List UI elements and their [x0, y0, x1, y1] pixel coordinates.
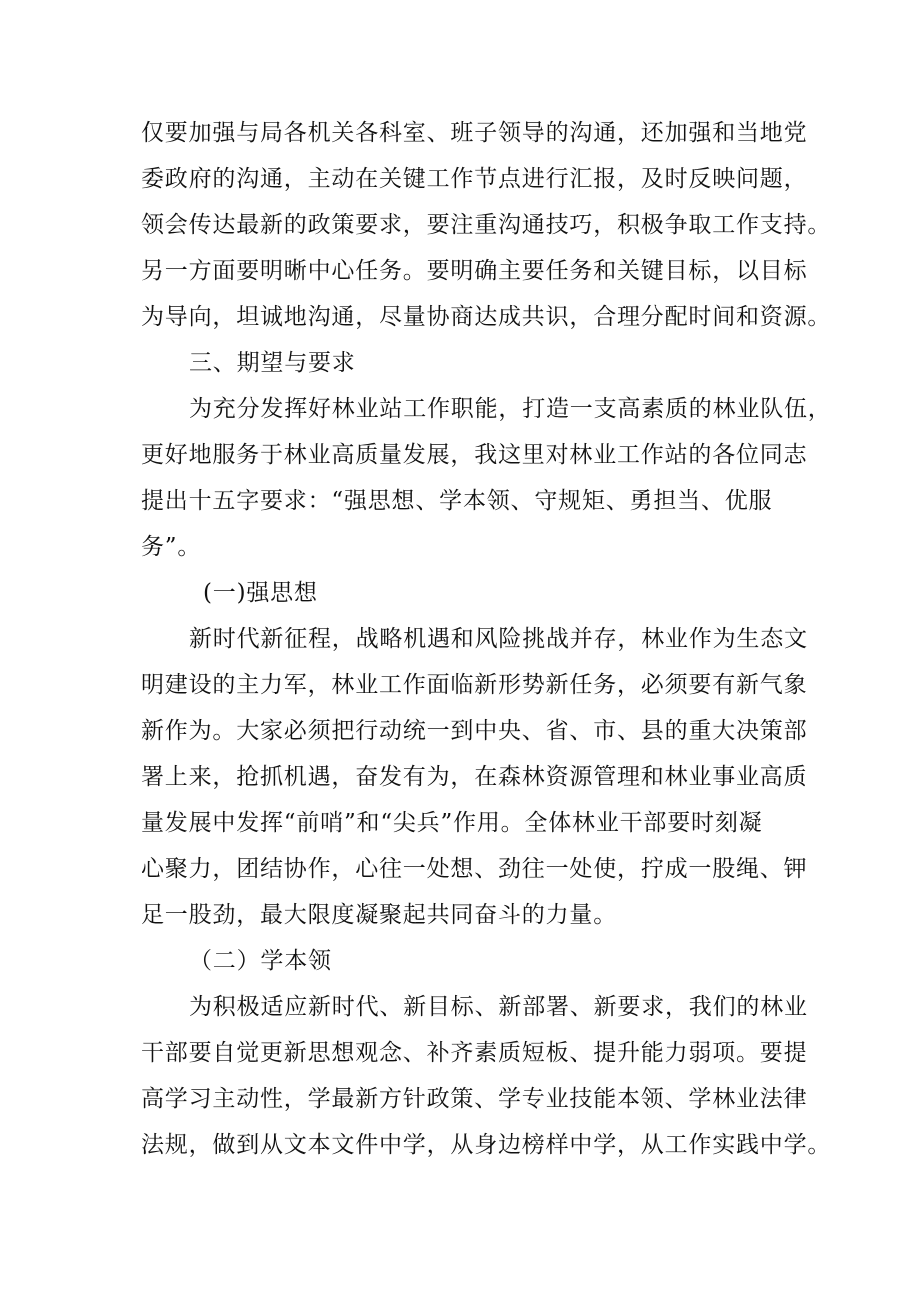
- subheading-strengthen-thinking: [141, 570, 791, 616]
- text-line: 高学习主动性，学最新方针政策、学专业技能本领、学林业法律: [141, 1086, 808, 1112]
- text-line: 为积极适应新时代、新目标、新部署、新要求，我们的林业: [189, 994, 808, 1020]
- text-line: 署上来，抢抓机遇，奋发有为，在森林资源管理和林业事业高质: [141, 764, 808, 790]
- section-heading-expectations: [141, 340, 791, 386]
- text-line: 新时代新征程，战略机遇和风险挑战并存，林业作为生态文: [189, 626, 808, 652]
- document-body: [141, 110, 832, 1168]
- text-line: 更好地服务于林业高质量发展，我这里对林业工作站的各位同志: [141, 442, 808, 468]
- text-line: 量发展中发挥“前哨”和“尖兵”作用。全体林业干部要时刻凝: [141, 810, 763, 836]
- text-line: 提出十五字要求：“强思想、学本领、守规矩、勇担当、优服: [141, 488, 773, 514]
- heading-line: (一)强思想: [203, 580, 318, 606]
- text-line: 足一股劲，最大限度凝聚起共同奋斗的力量。: [141, 902, 617, 928]
- subheading-learn-skills: [141, 938, 791, 984]
- text-line: 明建设的主力军，林业工作面临新形势新任务，必须要有新气象: [141, 672, 808, 698]
- text-line: 领会传达最新的政策要求，要注重沟通技巧，积极争取工作支持。: [141, 212, 832, 238]
- text-line: 为导向，坦诚地沟通，尽量协商达成共识，合理分配时间和资源。: [141, 304, 832, 330]
- text-line: 法规，做到从文本文件中学，从身边榜样中学，从工作实践中学。: [141, 1132, 832, 1158]
- heading-line: 三、期望与要求: [189, 350, 356, 376]
- paragraph-learn-skills: [141, 984, 832, 1168]
- text-line: 委政府的沟通，主动在关键工作节点进行汇报，及时反映问题，: [141, 166, 808, 192]
- text-line: 心聚力，团结协作，心往一处想、劲往一处使，拧成一股绳、钾: [141, 856, 808, 882]
- paragraph-requirements: [141, 386, 832, 570]
- text-line: 另一方面要明晰中心任务。要明确主要任务和关键目标，以目标: [141, 258, 808, 284]
- paragraph-communication: [141, 110, 832, 340]
- text-line: 务”。: [141, 534, 202, 560]
- heading-line: （二）学本领: [189, 948, 332, 974]
- text-line: 仅要加强与局各机关各科室、班子领导的沟通，还加强和当地党: [141, 120, 808, 146]
- text-line: 干部要自觉更新思想观念、补齐素质短板、提升能力弱项。要提: [141, 1040, 808, 1066]
- paragraph-strengthen-thinking: [141, 616, 808, 938]
- text-line: 新作为。大家必须把行动统一到中央、省、市、县的重大决策部: [141, 718, 808, 744]
- text-line: 为充分发挥好林业站工作职能，打造一支高素质的林业队伍，: [189, 396, 832, 422]
